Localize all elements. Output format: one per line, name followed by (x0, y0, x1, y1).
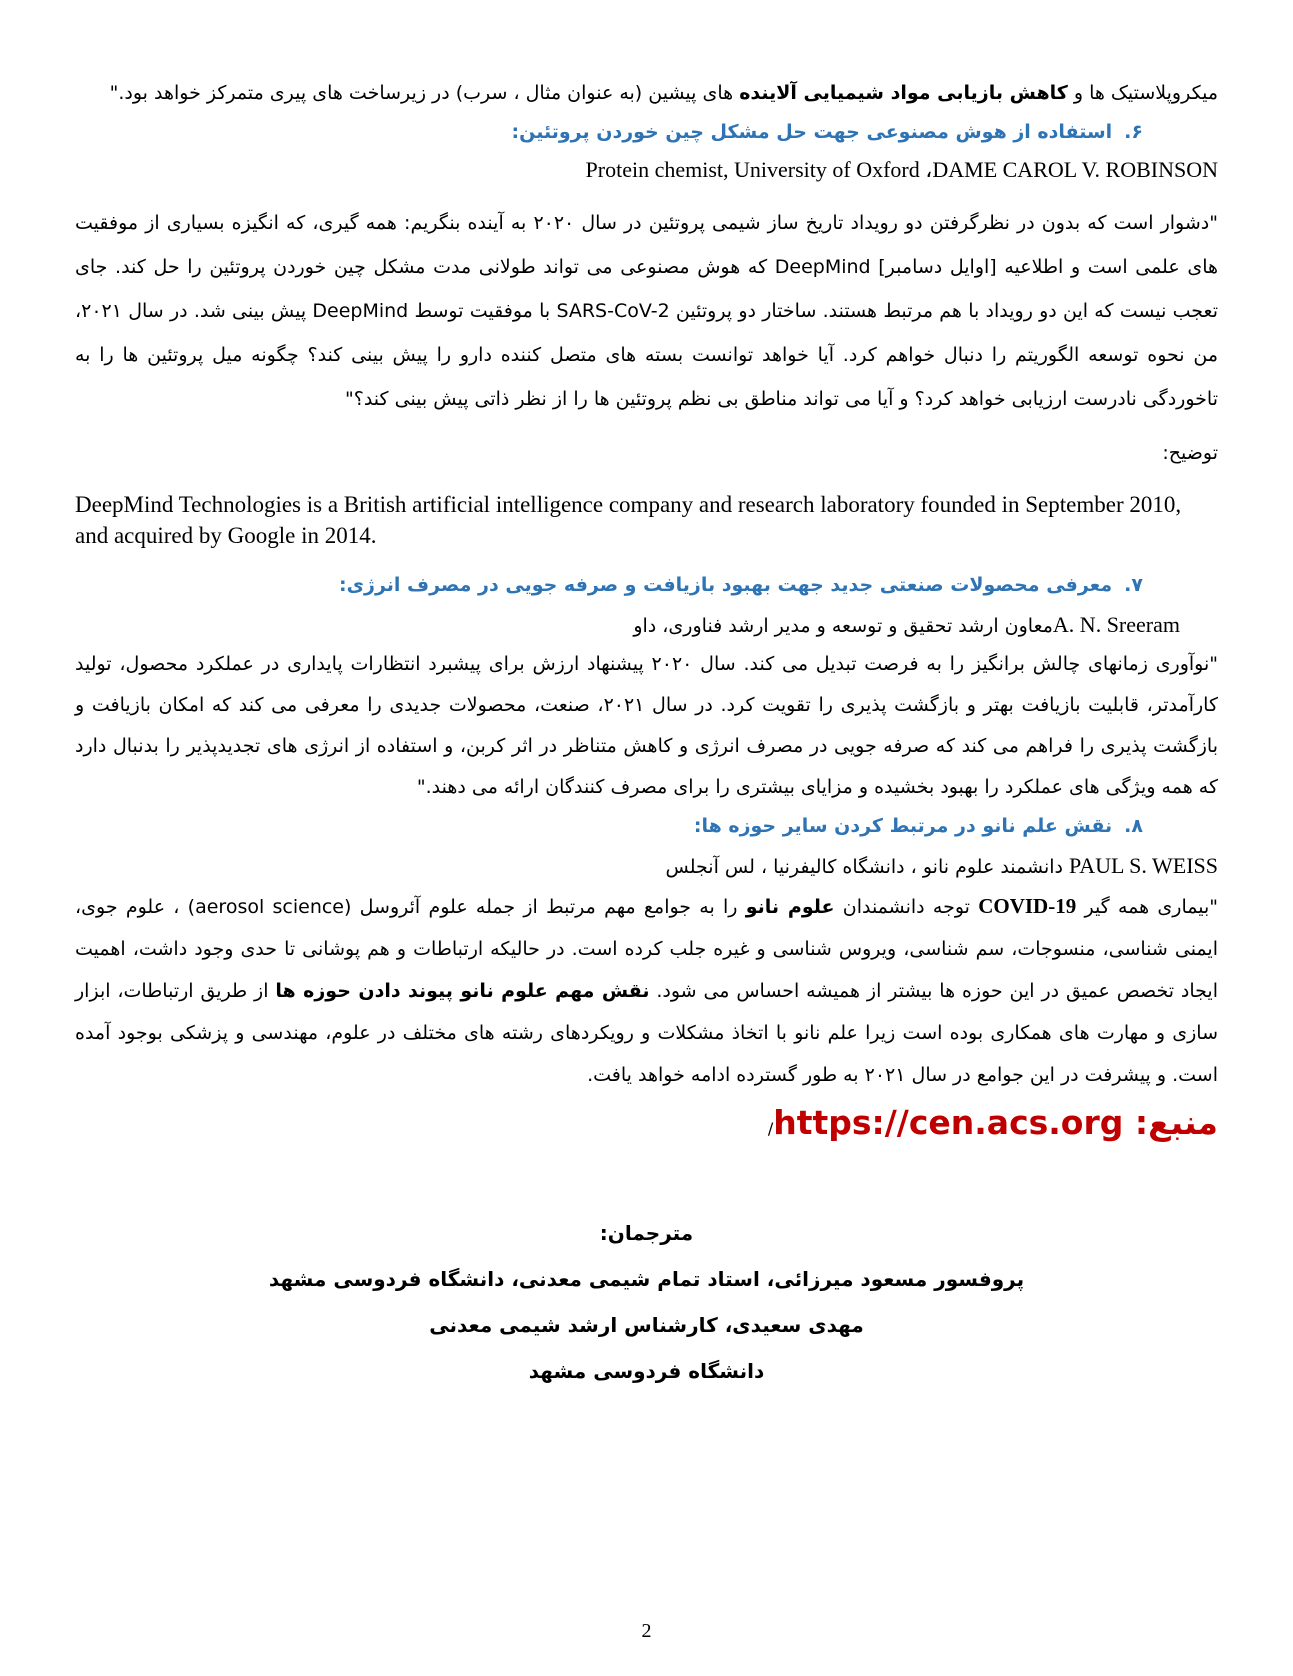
explain-label: توضیح: (1162, 442, 1218, 464)
section-8-attribution (75, 848, 1218, 885)
s8-text-2: توجه دانشمندان (834, 896, 979, 918)
intro-text-2: های پیشین (به عنوان مثال ، سرب) در زیرساخت های پیری متمرکز خواهد بود." (109, 82, 740, 104)
section-6-title: استفاده از هوش مصنوعی جهت حل مشکل چین خوردن پروتئین: (511, 121, 1113, 143)
source-label: منبع: (1123, 1103, 1218, 1142)
section-7-title: معرفی محصولات صنعتی جدید جهت بهبود بازیافت و صرفه جویی در مصرف انرژی: (339, 574, 1113, 596)
section-8-quote (75, 885, 1218, 1096)
intro-paragraph (75, 72, 1218, 114)
section-7-attribution (75, 607, 1218, 644)
section-6-heading (75, 114, 1218, 150)
s8-bold-covid: COVID-19 (978, 894, 1077, 918)
section-8-number: ۸. (1124, 815, 1143, 837)
section-6-attribution-text: Protein chemist, University of Oxford ،DAME CAROL V. ROBINSON (585, 157, 1218, 182)
section-6-number: ۶. (1124, 121, 1143, 143)
translators-heading: مترجمان: (599, 1221, 694, 1245)
section-8-attribution-en: PAUL S. WEISS (1069, 853, 1218, 878)
section-7-heading (75, 567, 1218, 603)
section-6-quote: "دشوار است که بدون در نظرگرفتن دو رویداد تاریخ ساز شیمی پروتئین در سال ۲۰۲۰ به آینده بنگریم: همه گیری، که انگیزه بسیاری از موفقیت های علمی است و اطلاعیه [اوایل دسامبر] DeepMind که هوش مصنوعی می تواند طولانی مدت مشکل چین خوردن پروتئین را حل کند. جای تعجب نیست که این دو رویداد با هم مرتبط هستند. ساختار دو پروتئین SARS-CoV-2 با موفقیت توسط DeepMind پیش بینی شد. در سال ۲۰۲۱، من نحوه توسعه الگوریتم را دنبال خواهم کرد. آیا خواهد توانست بسته های متصل کننده دارو را پیش بینی کند؟ چگونه میل پروتئین ها را به تاخوردگی نادرست ارزیابی خواهد کرد؟ و آیا می تواند مناطق بی نظم پروتئین ها را از نظر ذاتی پیش بینی کند؟" (75, 212, 1219, 410)
section-8-heading (75, 808, 1218, 844)
s8-text-1: "بیماری همه گیر (1076, 896, 1219, 918)
s8-text-3: را به جوامع مهم مرتبط از جمله علوم آئروسل (aerosol science) ، علوم جوی، ایمنی شناسی، منسوجات، سم شناسی، ویروس شناسی و غیره جلب کرده است. در حالیکه ارتباطات و هم پوشانی تا حدی وجود داشت، اهمیت ایجاد تخصص عمیق در این حوزه ها بیشتر از همیشه احساس می شود. (75, 896, 1218, 1002)
section-7-attribution-fa: معاون ارشد تحقیق و توسعه و مدیر ارشد فناوری، داو (633, 615, 1053, 637)
section-7-attribution-en: A. N. Sreeram (1052, 612, 1180, 637)
intro-bold-1: کاهش بازیابی مواد شیمیایی آلاینده (739, 82, 1068, 104)
translator-affiliation: دانشگاه فردوسی مشهد (528, 1359, 765, 1383)
section-7-number: ۷. (1124, 574, 1143, 596)
document-page (75, 72, 1218, 1394)
section-7-quote: "نوآوری زمانهای چالش برانگیز را به فرصت تبدیل می کند. سال ۲۰۲۰ پیشنهاد ارزش برای پیشبرد انتظارات پایداری در عملکرد محصول، تولید کارآمدتر، قابلیت بازیافت بهتر و بازگشت پذیری را تقویت کرد. در سال ۲۰۲۱، صنعت، محصولات جدیدی را معرفی می کند که امکان بازیافت و بازگشت پذیری را فراهم می کند که صرفه جویی در مصرف انرژی و کاهش متناظر در اثر کربن، و استفاده از انرژی های تجدیدپذیر را بدنبال دارد که همه ویژگی های عملکرد را بهبود بخشیده و مزایای بیشتری را برای مصرف کنندگان ارائه می دهند." (75, 653, 1219, 798)
s8-text-4: از طریق ارتباطات، ابزار سازی و مهارت های همکاری بوده است زیرا علم نانو با اتخاذ مشکلات و رویکردهای رشته های مختلف در علوم، مهندسی و پزشکی بوجود آمده است. و پیشرفت در این جوامع در سال ۲۰۲۱ به طور گسترده ادامه خواهد یافت. (75, 980, 1218, 1086)
source-link[interactable]: https://cen.acs.org (773, 1103, 1124, 1142)
translator-2: مهدی سعیدی، کارشناس ارشد شیمی معدنی (429, 1313, 864, 1337)
section-6-attribution (75, 152, 1218, 189)
translator-1: پروفسور مسعود میرزائی، استاد تمام شیمی معدنی، دانشگاه فردوسی مشهد (268, 1267, 1025, 1291)
s8-bold-role: نقش مهم علوم نانو پیوند دادن حوزه ها (275, 980, 650, 1002)
intro-text-1: میکروپلاستیک ها و (1067, 82, 1218, 104)
page-number: 2 (641, 1620, 652, 1642)
explain-text: DeepMind Technologies is a British artificial intelligence company and research laboratory founded in September 2010, and acquired by Google in 2014. (75, 492, 1182, 548)
s8-bold-nano: علوم نانو (745, 896, 835, 918)
source-slash: / (767, 1119, 774, 1138)
section-8-title: نقش علم نانو در مرتبط کردن سایر حوزه ها: (693, 815, 1113, 837)
section-8-attribution-fa: دانشمند علوم نانو ، دانشگاه کالیفرنیا ، لس آنجلس (665, 856, 1063, 878)
source-line (75, 1100, 1218, 1152)
